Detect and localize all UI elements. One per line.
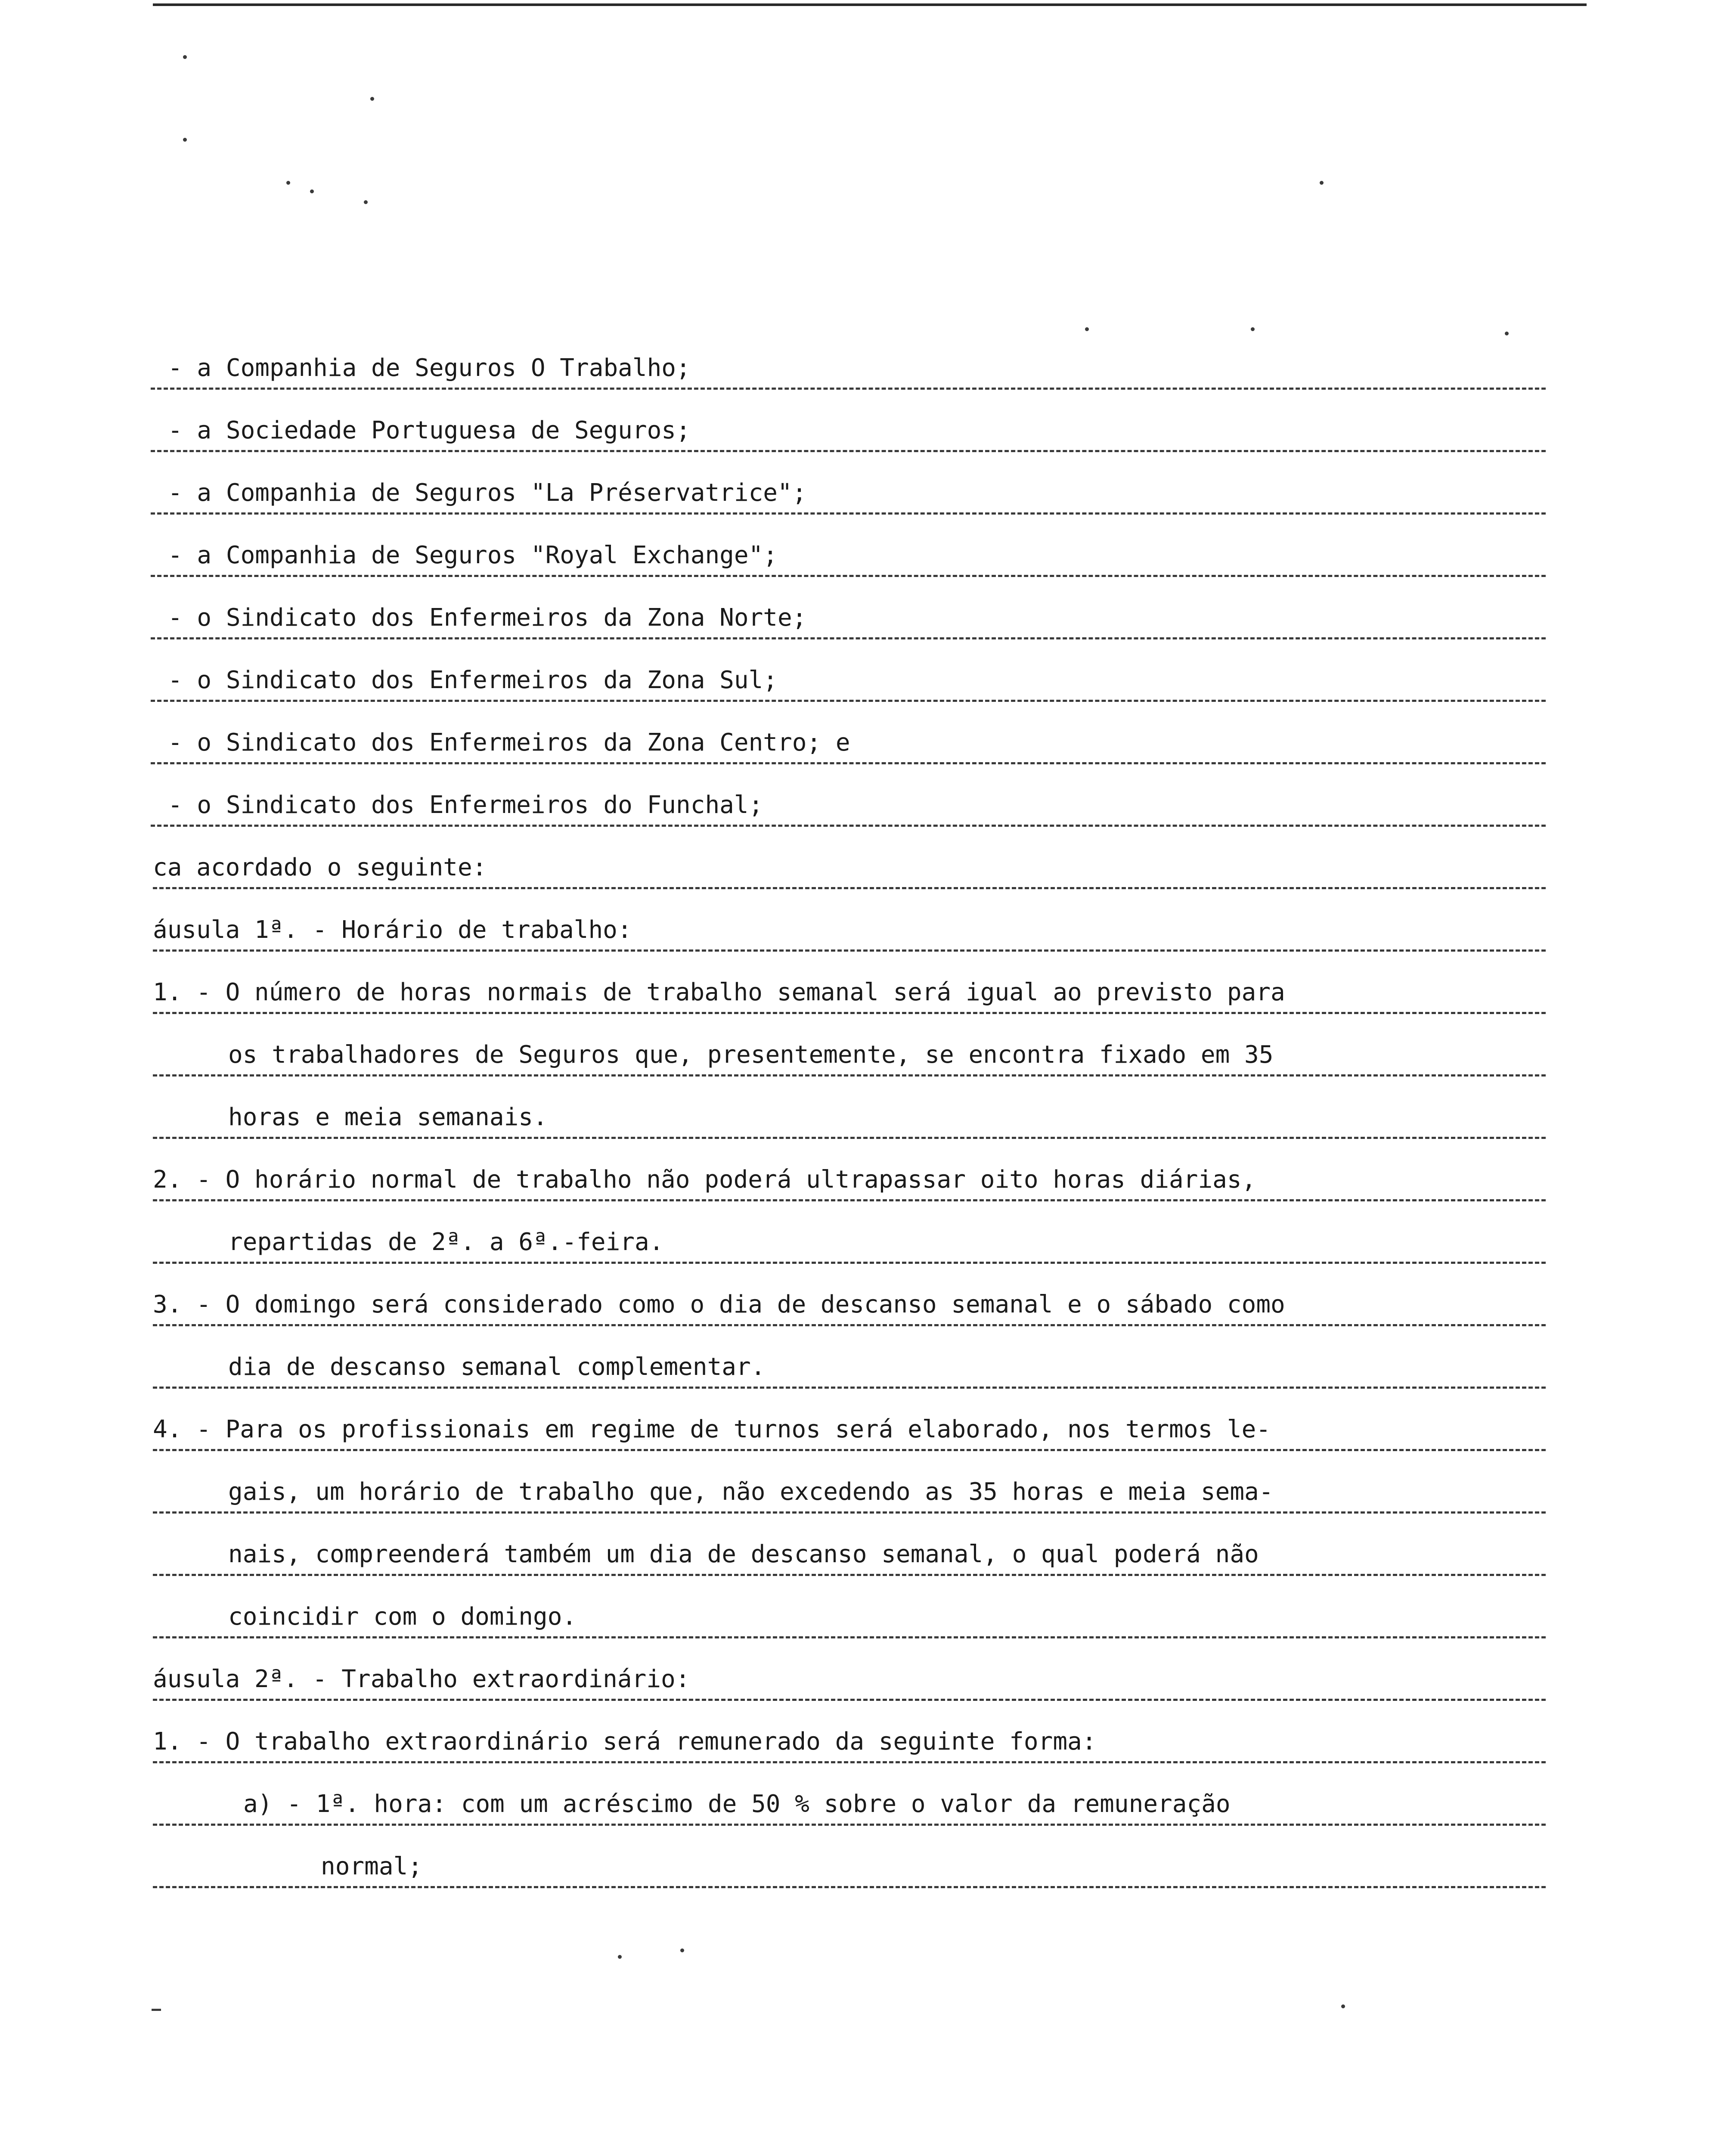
clause2-item: a) - 1ª. hora: com um acréscimo de 50 % sobre o valor da remuneração (243, 1790, 1231, 1818)
clause1-item-line (153, 1520, 1546, 1576)
top-rule (153, 3, 1587, 6)
scan-speck (364, 200, 368, 204)
entity-line (151, 583, 1546, 639)
clause1-item: 2. - O horário normal de trabalho não poderá ultrapassar oito horas diárias, (153, 1166, 1256, 1194)
clause1-item-line (153, 1021, 1546, 1076)
entity-text: - o Sindicato dos Enfermeiros da Zona Sul; (168, 666, 778, 694)
agreement-intro-line (153, 833, 1546, 889)
scan-speck (1341, 2004, 1345, 2008)
clause1-item: os trabalhadores de Seguros que, presentemente, se encontra fixado em 35 (228, 1041, 1274, 1069)
margin-dash (152, 2009, 161, 2011)
entity-line (151, 396, 1546, 452)
clause1-item: nais, compreenderá também um dia de descanso semanal, o qual poderá não (228, 1540, 1259, 1568)
entity-text: - a Companhia de Seguros O Trabalho; (168, 354, 691, 382)
scan-speck (370, 97, 374, 101)
scan-speck (183, 138, 187, 142)
clause1-item: 4. - Para os profissionais em regime de turnos será elaborado, nos termos le- (153, 1415, 1271, 1443)
scan-speck (618, 1955, 622, 1959)
entity-line (151, 771, 1546, 827)
clause1-item-line (153, 958, 1546, 1014)
entity-line (151, 334, 1546, 390)
entity-line (151, 646, 1546, 702)
entity-text: - a Companhia de Seguros "Royal Exchange"; (168, 541, 778, 569)
clause1-item-line (153, 1270, 1546, 1326)
clause1-heading: áusula 1ª. - Horário de trabalho: (153, 916, 632, 944)
scan-speck (1320, 181, 1324, 185)
entity-text: - a Sociedade Portuguesa de Seguros; (168, 416, 691, 444)
clause2-item-line (153, 1707, 1546, 1763)
clause1-item-line (153, 1145, 1546, 1201)
entity-text: - a Companhia de Seguros "La Préservatrice"; (168, 479, 807, 507)
clause2-item: 1. - O trabalho extraordinário será remunerado da seguinte forma: (153, 1728, 1097, 1756)
entity-line (151, 708, 1546, 764)
entity-line (151, 459, 1546, 515)
clause1-item-line (153, 1582, 1546, 1638)
clause1-item: 3. - O domingo será considerado como o dia de descanso semanal e o sábado como (153, 1291, 1285, 1318)
clause1-item: horas e meia semanais. (228, 1103, 548, 1131)
clause1-item-line (153, 1333, 1546, 1389)
clause2-item: normal; (321, 1852, 423, 1880)
scan-speck (1085, 327, 1089, 331)
clause1-item-line (153, 1395, 1546, 1451)
clause2-item-line (153, 1832, 1546, 1888)
clause1-item: 1. - O número de horas normais de trabalho semanal será igual ao previsto para (153, 978, 1285, 1006)
scan-speck (183, 55, 187, 59)
clause2-heading: áusula 2ª. - Trabalho extraordinário: (153, 1665, 690, 1693)
clause1-item: coincidir com o domingo. (228, 1603, 577, 1631)
scan-speck (1505, 332, 1509, 335)
clause1-heading-line (153, 896, 1546, 952)
scan-speck (310, 189, 314, 193)
agreement-intro: ca acordado o seguinte: (153, 853, 487, 881)
clause1-item: repartidas de 2ª. a 6ª.-feira. (228, 1228, 664, 1256)
scan-speck (680, 1948, 684, 1952)
entity-text: - o Sindicato dos Enfermeiros do Funchal; (168, 791, 763, 819)
scan-speck (286, 181, 290, 185)
clause1-item: dia de descanso semanal complementar. (228, 1353, 766, 1381)
scan-speck (1251, 327, 1255, 331)
entity-line (151, 521, 1546, 577)
clause1-item-line (153, 1083, 1546, 1139)
entity-text: - o Sindicato dos Enfermeiros da Zona Centro; e (168, 729, 850, 757)
entity-text: - o Sindicato dos Enfermeiros da Zona Norte; (168, 604, 807, 632)
clause1-item-line (153, 1458, 1546, 1514)
clause2-item-line (153, 1770, 1546, 1826)
clause1-item-line (153, 1208, 1546, 1264)
clause1-item: gais, um horário de trabalho que, não excedendo as 35 horas e meia sema- (228, 1478, 1274, 1506)
clause2-heading-line (153, 1645, 1546, 1701)
